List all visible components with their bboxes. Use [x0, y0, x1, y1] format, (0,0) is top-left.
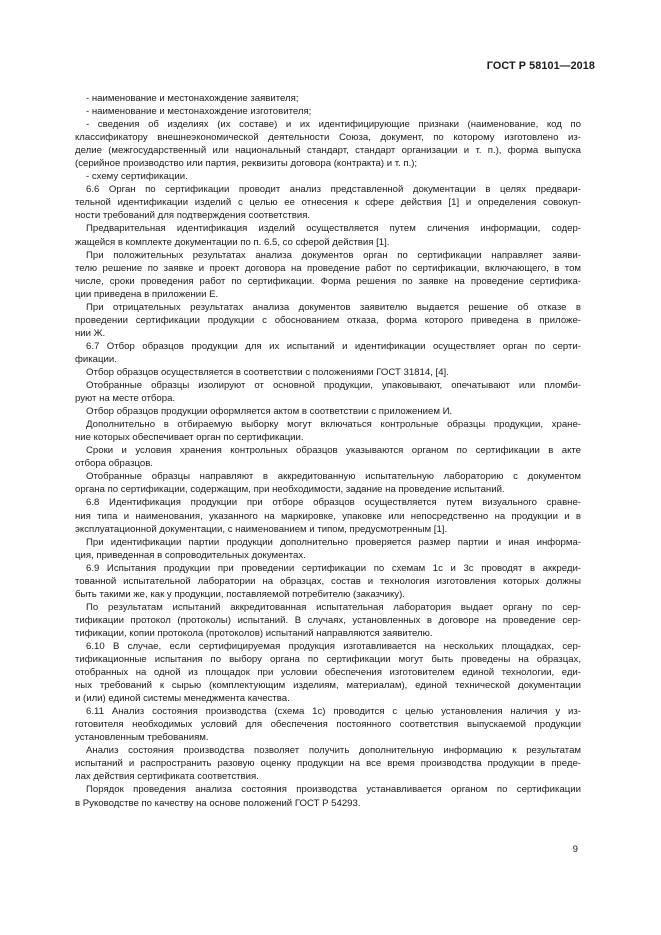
text-line: в Руководстве по качеству на основе положений ГОСТ Р 54293. — [75, 797, 361, 809]
paragraph — [75, 496, 581, 535]
text-line: готовителя необходимых условий для обеспечения постоянного соответствия выпускаемой продукции — [75, 719, 581, 731]
text-line: быть такими же, как у продукции, поставляемой потребителю (заказчику). — [75, 588, 405, 600]
paragraph — [75, 470, 581, 496]
document-header: ГОСТ Р 58101—2018 — [486, 60, 595, 72]
text-line: (серийное производство или партия, реквизиты договора (контракта) и т. п.); — [75, 158, 418, 170]
text-line: ция, приведенная в сопроводительных документах. — [75, 549, 306, 561]
text-line: 6.8 Идентификация продукции при отборе образцов осуществляется путем визуального сравне- — [86, 497, 581, 509]
paragraph — [75, 118, 581, 170]
paragraph — [75, 744, 581, 783]
paragraph — [75, 222, 581, 248]
text-line: Отбор образцов продукции оформляется актом в соответствии с приложением И. — [86, 406, 453, 418]
paragraph — [75, 405, 581, 418]
text-line: ции приведена в приложении Е. — [75, 288, 219, 300]
text-line: жащейся в комплекте документации по п. 6.5, со сферой действия [1]. — [75, 236, 390, 248]
paragraph — [75, 249, 581, 301]
text-line: Порядок проведения анализа состояния производства устанавливается органом по сертификации — [86, 784, 581, 796]
text-line: ных требований к сырью (комплектующим изделиям, материалам), единой технической документации — [75, 680, 581, 692]
text-line: ния типа и наименования, указанного на маркировке, упаковке или непосредственно на продукции и в — [75, 510, 581, 522]
text-line: - наименование и местонахождение изготовителя; — [86, 106, 312, 118]
text-line: делие (межгосударственный или национальный стандарт, стандарт организации и т. п.), форма выпуска — [75, 145, 581, 157]
text-line: и (или) единой системы менеджмента качества. — [75, 693, 290, 705]
text-line: тификационные испытания по выбору органа по сертификации могут быть проведены на образцах, — [75, 654, 581, 666]
paragraph — [75, 379, 581, 405]
text-line: При отрицательных результатах анализа документов заявителю выдается решение об отказе в — [86, 301, 581, 313]
text-line: По результатам испытаний аккредитованная испытательная лаборатория выдает органу по сер- — [86, 601, 581, 613]
paragraph — [75, 301, 581, 340]
text-line: числе, сроки проведения работ по сертификации. Форма решения по заявке на проведение сертифика- — [75, 275, 581, 287]
paragraph — [75, 640, 581, 705]
paragraph — [75, 562, 581, 601]
text-line: Сроки и условия хранения контрольных образцов указываются органом по сертификации в акте — [86, 445, 581, 457]
text-line: руют на месте отбора. — [75, 393, 176, 405]
text-line: 6.6 Орган по сертификации проводит анализ представленной документации в целях предвари- — [86, 184, 581, 196]
text-line: При положительных результатах анализа документов орган по сертификации направляет заяви- — [86, 249, 581, 261]
text-line: Отбор образцов осуществляется в соответствии с положениями ГОСТ 31814, [4]. — [86, 366, 449, 378]
paragraph — [75, 170, 581, 183]
text-line: испытаний и распространить разовую оценку продукции на все время производства продукции в преде- — [75, 758, 581, 770]
text-line: тованной испытательной лаборатории на образцах, состав и технология изготовления которых должны — [75, 575, 581, 587]
text-line: эксплуатационной документации, с наименованием и типом, предусмотренным [1]. — [75, 523, 448, 535]
text-line: ности требований для подтверждения соответствия. — [75, 210, 311, 222]
paragraph — [75, 340, 581, 366]
text-line: органа по сертификации, содержащим, при необходимости, задание на проведение испытаний. — [75, 484, 505, 496]
paragraph — [75, 366, 581, 379]
page-number: 9 — [572, 844, 578, 855]
text-line: Анализ состояния производства позволяет получить дополнительную информацию к результатам — [86, 745, 581, 757]
paragraph — [75, 783, 581, 809]
text-line: классификатору внешнеэкономической деятельности Союза, документ, по которому изготовлено из- — [75, 132, 581, 144]
text-line: отбора образцов. — [75, 458, 153, 470]
text-line: 6.10 В случае, если сертифицируемая продукция изготавливается на нескольких площадках, сер- — [86, 640, 581, 652]
paragraph — [75, 183, 581, 222]
text-line: 6.9 Испытания продукции при проведении сертификации по схемам 1с и 3с проводят в аккреди- — [86, 562, 581, 574]
paragraph — [75, 444, 581, 470]
text-line: Дополнительно в отбираемую выборку могут включаться контрольные образцы продукции, хране- — [86, 419, 581, 431]
paragraph — [75, 601, 581, 640]
text-line: - схему сертификации. — [86, 171, 188, 183]
text-line: При идентификации партии продукции дополнительно проверяется размер партии и иная информа- — [86, 536, 581, 548]
text-line: ние которых обеспечивает орган по сертификации. — [75, 432, 304, 444]
paragraph — [75, 105, 581, 118]
paragraph — [75, 705, 581, 744]
text-line: 6.7 Отбор образцов продукции для их испытаний и идентификации осуществляет орган по серти- — [86, 340, 581, 352]
paragraph — [75, 92, 581, 105]
text-line: тификации протокол (протоколы) испытаний. В случаях, установленных в договоре на проведение сер- — [75, 614, 581, 626]
text-line: установленным требованиям. — [75, 732, 209, 744]
text-line: лах действия сертификата соответствия. — [75, 771, 259, 783]
text-line: проведении сертификации продукции с обоснованием отказа, форма которого приведена в приложе- — [75, 314, 581, 326]
paragraph — [75, 418, 581, 444]
text-line: тельной идентификации изделий с целью ее отнесения к сфере действия [1] и определения совокуп- — [75, 197, 581, 209]
text-line: фикации. — [75, 353, 117, 365]
text-line: нии Ж. — [75, 327, 106, 339]
text-line: Отобранные образцы направляют в аккредитованную испытательную лабораторию с документом — [86, 471, 581, 483]
text-line: 6.11 Анализ состояния производства (схема 1с) проводится с целью установления наличия у из- — [86, 706, 581, 718]
text-line: тификации, копии протокола (протоколов) испытаний направляются заявителю. — [75, 627, 433, 639]
text-line: - сведения об изделиях (их составе) и их идентифицирующие признаки (наименование, код по — [86, 119, 581, 131]
text-line: Отобранные образцы изолируют от основной продукции, упаковывают, опечатывают или пломби- — [86, 380, 581, 392]
document-body — [75, 92, 581, 810]
paragraph — [75, 536, 581, 562]
text-line: телю решение по заявке и проект договора на проведение работ по сертификации, включающего, в том — [75, 262, 581, 274]
text-line: отобранных на одной из площадок при условии обеспечения изготовителем единой технологии, еди- — [75, 667, 581, 679]
text-line: - наименование и местонахождение заявителя; — [86, 93, 299, 104]
text-line: Предварительная идентификация изделий осуществляется путем сличения информации, содер- — [86, 223, 581, 235]
